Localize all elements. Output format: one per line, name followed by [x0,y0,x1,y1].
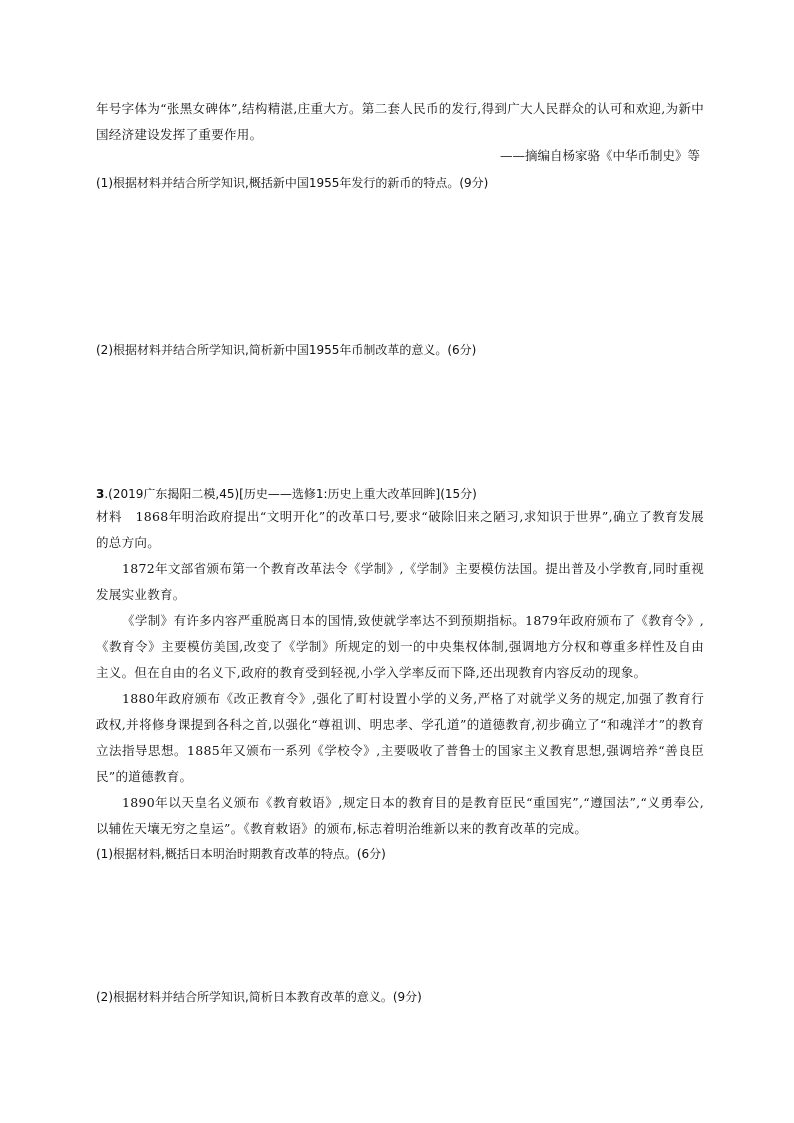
material-2-text: 年号字体为“张黑女碑体”,结构精湛,庄重大方。第二套人民币的发行,得到广大人民群众的认可和欢迎,为新中国经济建设发挥了重要作用。 [96,101,704,142]
question-source: .(2019广东揭阳二模,45)[历史——选修1:历史上重大改革回眸](15分) [104,487,477,501]
material-paragraph: 1880年政府颁布《改正教育令》,强化了町村设置小学的义务,严格了对就学义务的规定,加强了教育行政权,并将修身课提到各科之首,以强化“尊祖训、明忠孝、学孔道”的道德教育,初步确立了“和魂洋才”的教育立法指导思想。1885年又颁布一系列《学校令》,主要吸收了普鲁士的国家主义教育思想,强调培养“善良臣民”的道德教育。 [96,691,704,784]
material-paragraph: 1890年以天皇名义颁布《教育敕语》,规定日本的教育目的是教育臣民“重国宪”,“遵国法”,“义勇奉公,以辅佐天壤无穷之皇运”。《教育敕语》的颁布,标志着明治维新以来的教育改革的完成。 [96,795,704,836]
question-3-2: (2)根据材料并结合所学知识,简析日本教育改革的意义。(9分) [96,990,422,1004]
question-3-material [96,504,704,842]
question-2-2: (2)根据材料并结合所学知识,简析新中国1955年币制改革的意义。(6分) [96,343,477,357]
material-2-source: ——摘编自杨家骆《中华币制史》等 [499,148,700,163]
material-2-continued [96,96,704,148]
question-3-header [96,485,477,502]
material-paragraph: 《学制》有许多内容严重脱离日本的国情,致使就学率达不到预期指标。1879年政府颁布了《教育令》,《教育令》主要模仿美国,改变了《学制》所规定的划一的中央集权体制,强调地方分权和尊重多样性及自由主义。但在自由的名义下,政府的教育受到轻视,小学入学率反而下降,还出现教育内容反动的现象。 [96,613,704,680]
question-3-1: (1)根据材料,概括日本明治时期教育改革的特点。(6分) [96,847,386,861]
question-number: 3 [96,487,105,501]
material-label: 材料 [96,509,123,524]
material-paragraph: 材料 1868年明治政府提出“文明开化”的改革口号,要求“破除旧来之陋习,求知识于世界”,确立了教育发展的总方向。 [96,509,704,550]
question-2-1: (1)根据材料并结合所学知识,概括新中国1955年发行的新币的特点。(9分) [96,176,489,190]
material-paragraph: 1872年文部省颁布第一个教育改革法令《学制》,《学制》主要模仿法国。提出普及小学教育,同时重视发展实业教育。 [96,561,704,602]
